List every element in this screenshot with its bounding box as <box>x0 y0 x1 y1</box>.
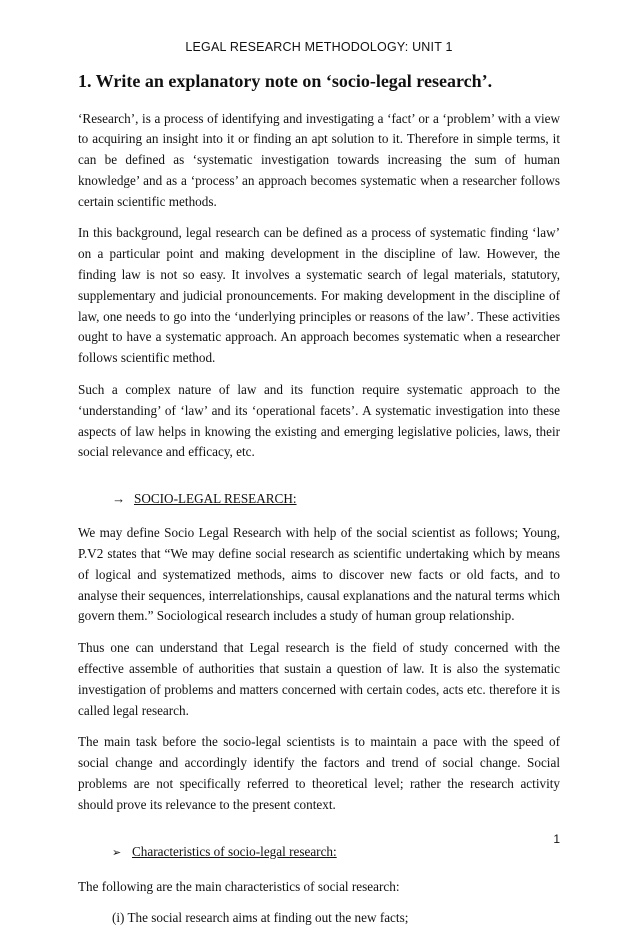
paragraph-legal-research-field: Thus one can understand that Legal research is the field of study concerned with the effective assemble of authorities that sustain a question of law. It is also the systematic investigation of problems and matters concerned with certain codes, acts etc. therefore it is called legal research. <box>78 640 560 718</box>
paragraph-main-task: The main task before the socio-legal scientists is to maintain a pace with the speed of social change and accordingly identify the factors and trend of social change. Social problems are not specifically referred to theoretical level; rather the research activity should prove its relevance to the present context. <box>78 734 560 812</box>
list-item: (i) The social research aims at finding out the new facts; <box>112 910 409 926</box>
page-content <box>78 70 560 928</box>
running-header: LEGAL RESEARCH METHODOLOGY: UNIT 1 <box>185 40 453 54</box>
section-heading-label: SOCIO-LEGAL RESEARCH: <box>134 491 297 507</box>
characteristics-intro: The following are the main characteristics of social research: <box>78 878 400 894</box>
page-number: 1 <box>553 832 560 846</box>
paragraph-complex-nature: Such a complex nature of law and its function require systematic approach to the ‘understanding’ of ‘law’ and its ‘operational facets’. A systematic investigation into these aspects of law helps in knowing the existing and emerging legislative policies, laws, their social relevance and efficacy, etc. <box>78 382 560 460</box>
section-heading-label: Characteristics of socio-legal research: <box>132 843 337 859</box>
question-title: 1. Write an explanatory note on ‘socio-legal research’. <box>78 71 493 91</box>
arrow-bullet-icon: ➢ <box>112 846 122 859</box>
paragraph-legal-research: In this background, legal research can be defined as a process of systematic finding ‘law’ on a particular point and making development in the discipline of law. However, the finding law is not so easy. It involves a systematic search of legal materials, statutory, supplementary and judicial pronouncements. For making development in the discipline of law, one needs to go into the ‘underlying principles or reasons of the law’. These activities ought to have a systematic approach. An approach becomes systematic when a researcher follows scientific method. <box>78 225 560 366</box>
section-heading-characteristics <box>112 842 560 863</box>
paragraph-young-definition: We may define Socio Legal Research with help of the social scientist as follows; Young, P.V2 states that “We may define social research as scientific undertaking which by means of logical and systematized methods, aims to discover new facts or old facts, and to analyse their sequences, interrelationships, causal explanations and the natural terms which govern them.” Sociological research includes a study of human group relationship. <box>78 525 560 624</box>
arrow-icon: → <box>112 491 126 507</box>
section-heading-socio-legal <box>112 489 560 509</box>
paragraph-research-definition: ‘Research’, is a process of identifying and investigating a ‘fact’ or a ‘problem’ with a view to acquiring an insight into it or finding an apt solution to it. Therefore in simple terms, it can be defined as ‘systematic investigation towards increasing the sum of human knowledge’ and as a ‘process’ an approach becomes systematic when a researcher follows certain scientific methods. <box>78 110 560 209</box>
